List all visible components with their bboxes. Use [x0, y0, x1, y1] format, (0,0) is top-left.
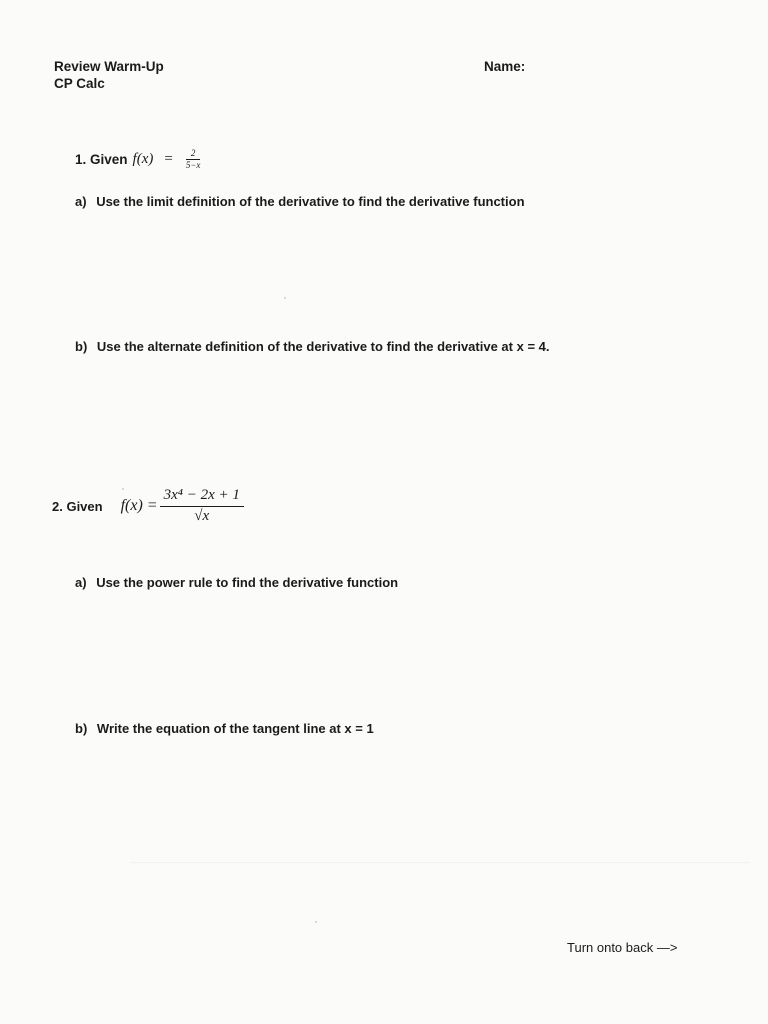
- part-a-text: Use the limit definition of the derivative to find the derivative function: [96, 194, 525, 209]
- problem-1-statement: [75, 149, 202, 170]
- scan-speck: [315, 921, 317, 923]
- part-b-label: b): [75, 721, 88, 736]
- problem-2-statement: [52, 488, 244, 524]
- problem-1-function-name: f(x): [132, 151, 154, 167]
- problem-1-fraction: [184, 149, 203, 170]
- problem-2-fraction: [160, 488, 244, 524]
- part-a-text: Use the power rule to find the derivative function: [96, 575, 399, 590]
- scan-artifact-line: [130, 862, 750, 863]
- part-b-text: Write the equation of the tangent line at x = 1: [96, 721, 374, 736]
- problem-2-label: 2. Given: [52, 498, 103, 514]
- course-name: CP Calc: [54, 76, 105, 91]
- problem-1-label: 1. Given: [75, 152, 128, 167]
- problem-2-part-b: [75, 721, 374, 736]
- problem-1-numerator: 2: [190, 148, 196, 158]
- name-label: Name:: [484, 59, 526, 74]
- problem-2-part-a: [75, 575, 398, 590]
- scan-speck: [284, 297, 286, 299]
- turn-over-note: Turn onto back —>: [567, 940, 678, 955]
- part-a-label: a): [75, 194, 87, 209]
- problem-2-denominator: √x: [194, 508, 210, 524]
- problem-1-denominator: 5−x: [185, 160, 201, 170]
- part-b-text: Use the alternate definition of the derivative to find the derivative at x = 4.: [96, 339, 550, 354]
- part-a-label: a): [75, 575, 87, 590]
- problem-2-function-name: f(x) =: [120, 497, 158, 514]
- worksheet-title: Review Warm-Up: [54, 59, 164, 74]
- fraction-bar: [160, 506, 244, 507]
- problem-1-equals: =: [164, 151, 173, 167]
- problem-1-part-a: [75, 194, 525, 209]
- problem-1-part-b: [75, 339, 550, 354]
- part-b-label: b): [75, 339, 88, 354]
- problem-2-numerator: 3x⁴ − 2x + 1: [163, 487, 240, 503]
